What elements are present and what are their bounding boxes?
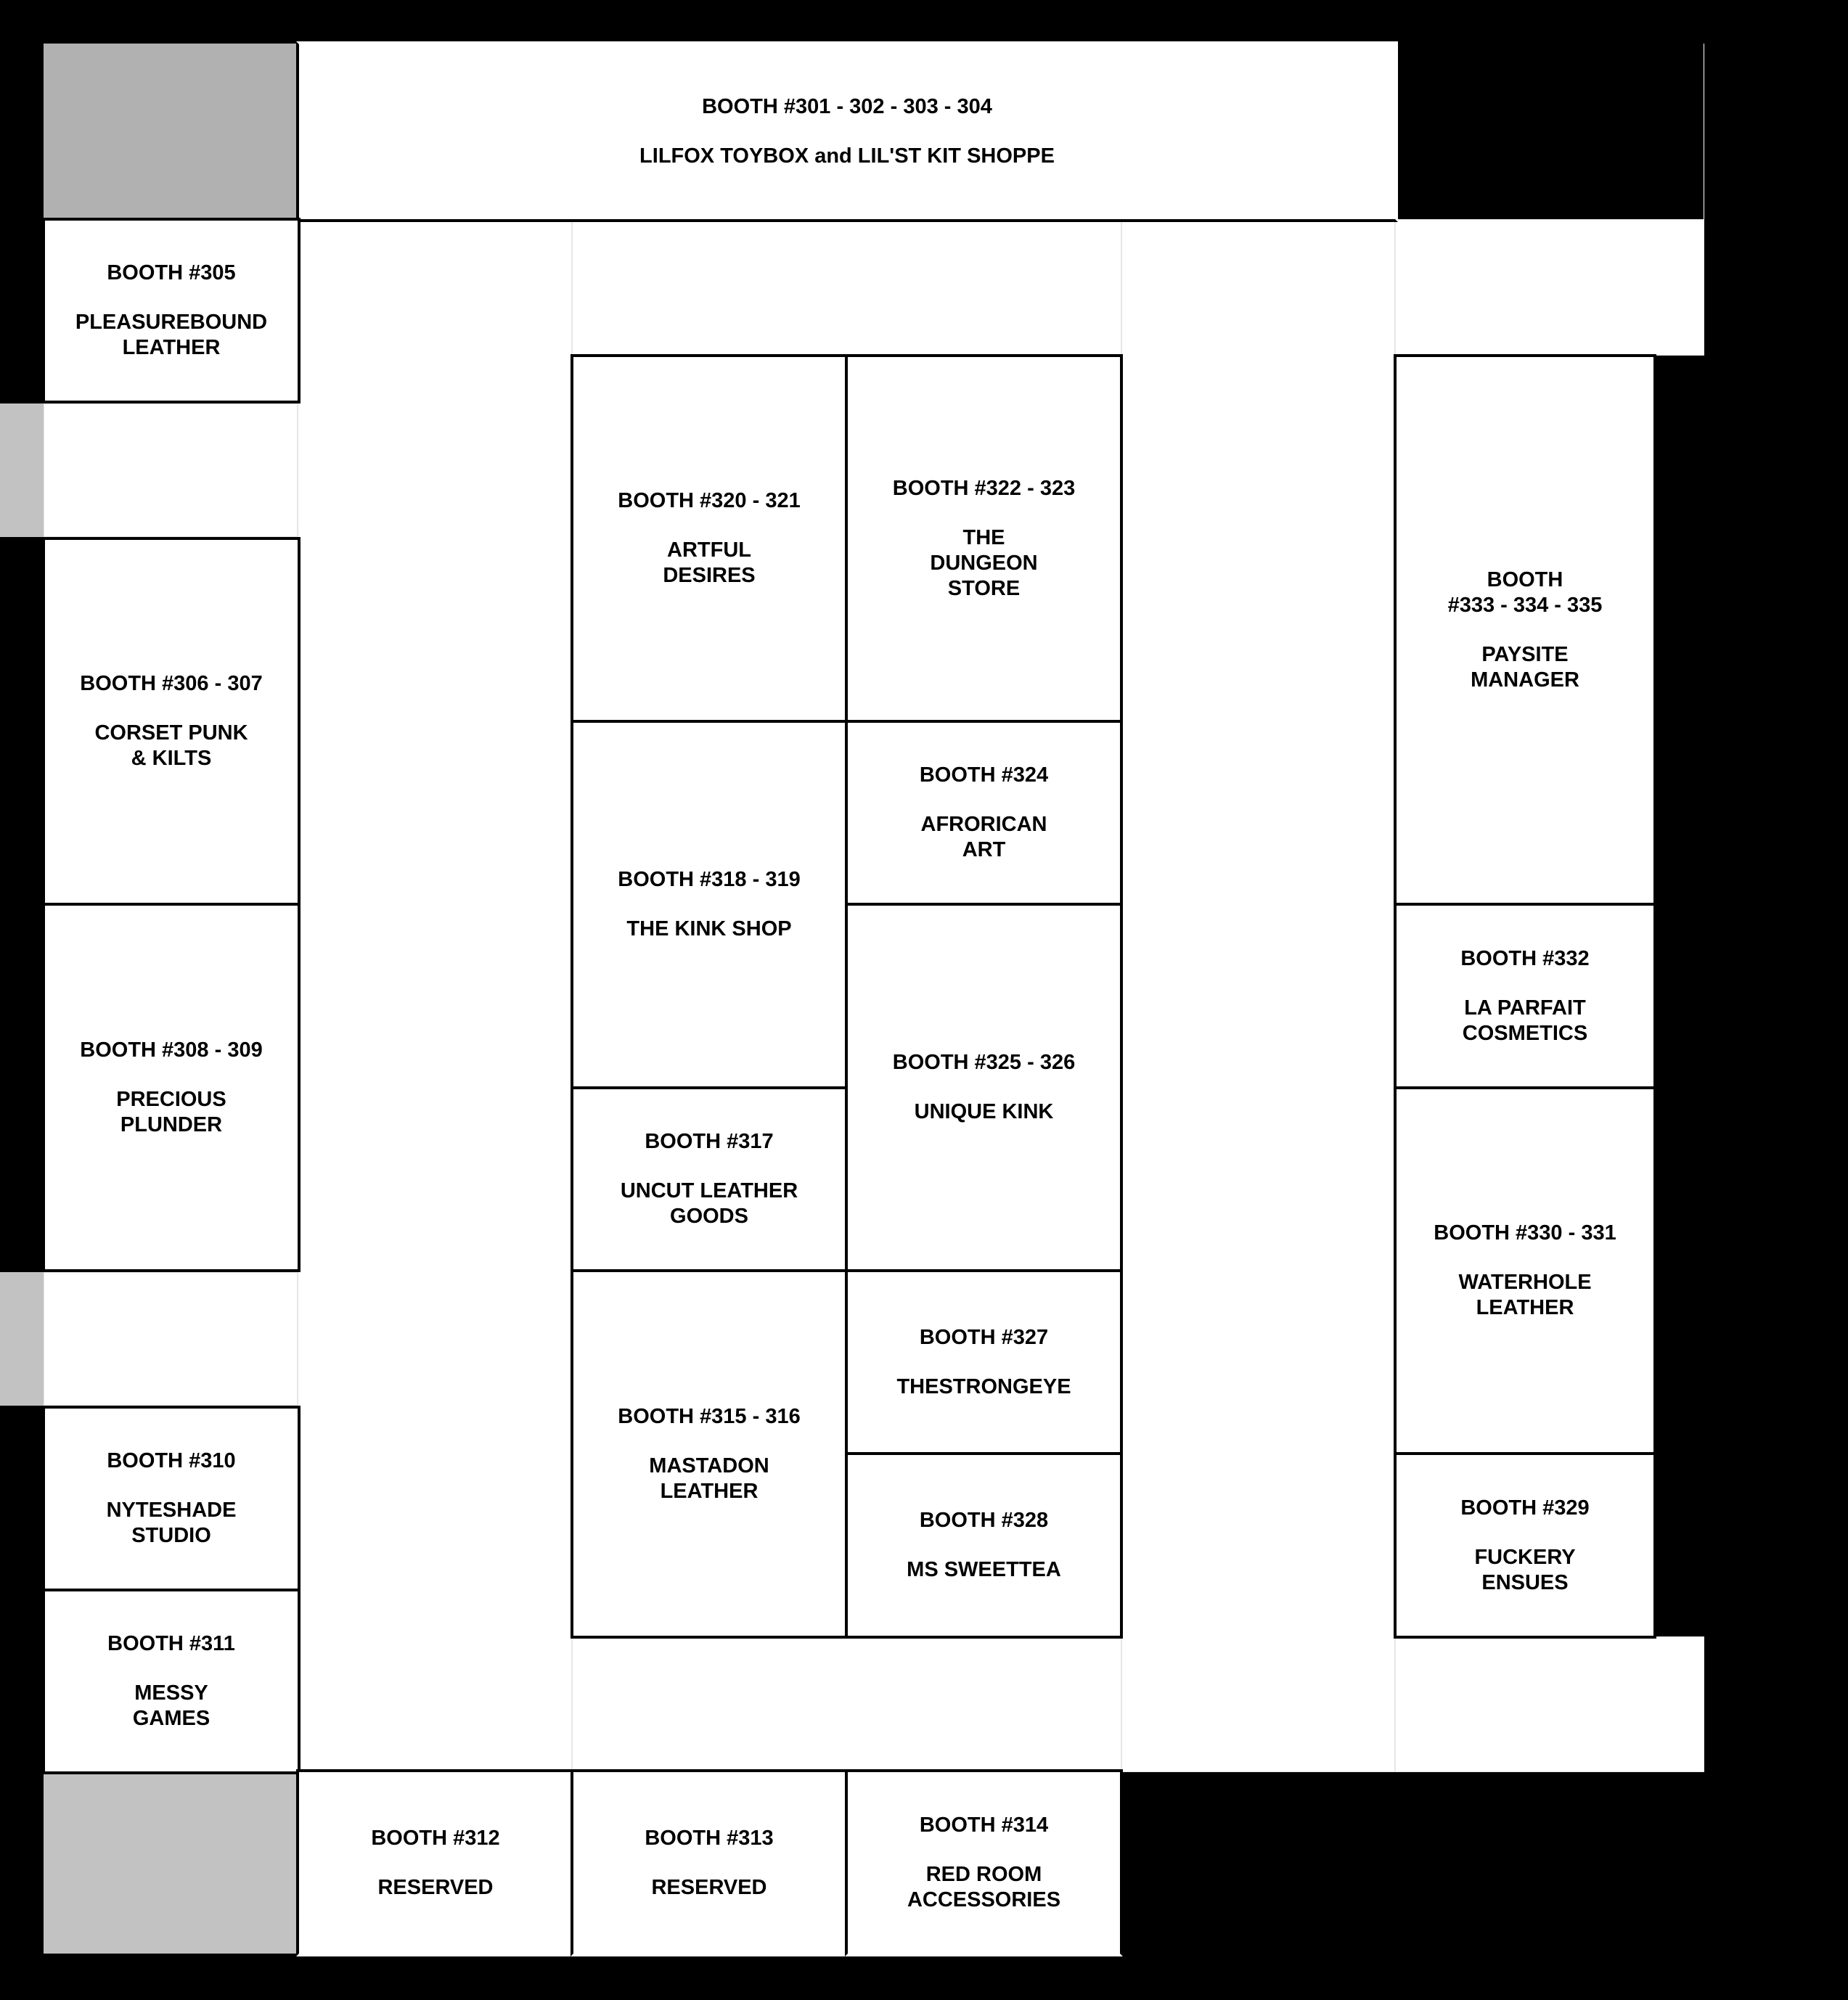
booth-329[interactable] bbox=[1394, 1452, 1656, 1639]
booth-327[interactable] bbox=[845, 1269, 1123, 1455]
booth-number: BOOTH #327 bbox=[919, 1325, 1049, 1349]
wall-top-right bbox=[1395, 0, 1704, 219]
vendor-name: LA PARFAIT COSMETICS bbox=[1462, 996, 1588, 1045]
booth-301-304[interactable] bbox=[296, 41, 1398, 222]
booth-311[interactable] bbox=[42, 1589, 300, 1774]
booth-number: BOOTH #310 bbox=[107, 1449, 236, 1472]
vendor-name: MS SWEETTEA bbox=[907, 1558, 1061, 1581]
room-title: ST PETERSBURG BALLROOM bbox=[1735, 530, 1805, 1470]
booth-number: BOOTH #329 bbox=[1460, 1496, 1590, 1520]
booth-322-323[interactable] bbox=[845, 354, 1123, 723]
aisle-right-top bbox=[1395, 219, 1704, 356]
booth-313[interactable] bbox=[571, 1769, 848, 1956]
booth-317[interactable] bbox=[571, 1086, 848, 1272]
booth-number: BOOTH #330 - 331 bbox=[1434, 1221, 1616, 1245]
booth-310[interactable] bbox=[42, 1406, 300, 1591]
vendor-name: UNIQUE KINK bbox=[914, 1100, 1054, 1123]
booth-314[interactable] bbox=[845, 1769, 1123, 1956]
booth-306-307[interactable] bbox=[42, 537, 300, 906]
booth-number: BOOTH #324 bbox=[919, 763, 1049, 787]
vendor-name: THE KINK SHOP bbox=[626, 917, 792, 940]
vendor-name: FUCKERY ENSUES bbox=[1474, 1545, 1576, 1594]
booth-318-319[interactable] bbox=[571, 720, 848, 1089]
vendor-name: PLEASUREBOUND LEATHER bbox=[75, 311, 268, 359]
vendor-name: THESTRONGEYE bbox=[896, 1374, 1071, 1398]
booth-number: BOOTH #314 bbox=[919, 1813, 1049, 1837]
wall-gap-lower-left bbox=[0, 1272, 44, 1406]
aisle-right-bottom bbox=[1395, 1636, 1704, 1772]
vendor-name: AFRORICAN ART bbox=[920, 813, 1047, 861]
booth-315-316[interactable] bbox=[571, 1269, 848, 1639]
booth-number: BOOTH #325 - 326 bbox=[892, 1051, 1076, 1074]
wall-left bbox=[0, 0, 44, 2000]
booth-number: BOOTH #332 bbox=[1460, 946, 1590, 970]
booth-number: BOOTH #313 bbox=[645, 1826, 774, 1850]
booth-number: BOOTH #312 bbox=[371, 1826, 500, 1850]
vendor-name: RESERVED bbox=[377, 1875, 494, 1899]
vendor-name: LILFOX TOYBOX and LIL'ST KIT SHOPPE bbox=[639, 144, 1055, 168]
booth-325-326[interactable] bbox=[845, 903, 1123, 1272]
booth-number: BOOTH #315 - 316 bbox=[618, 1404, 801, 1428]
booth-328[interactable] bbox=[845, 1452, 1123, 1639]
vendor-name: MASTADON LEATHER bbox=[649, 1454, 769, 1503]
booth-number: BOOTH #301 - 302 - 303 - 304 bbox=[702, 95, 992, 118]
aisle-right bbox=[1121, 219, 1395, 1772]
booth-number: BOOTH #317 bbox=[645, 1130, 774, 1153]
corner-space-bottom-left bbox=[44, 1772, 298, 1954]
aisle-left-gap-upper bbox=[44, 403, 298, 537]
booth-324[interactable] bbox=[845, 720, 1123, 906]
vendor-name: ARTFUL DESIRES bbox=[663, 538, 756, 587]
booth-number: BOOTH #306 - 307 bbox=[80, 672, 263, 695]
vendor-name: CORSET PUNK & KILTS bbox=[94, 721, 248, 770]
wall-bottom bbox=[0, 1954, 1848, 2000]
vendor-name: THE DUNGEON STORE bbox=[930, 525, 1038, 600]
vendor-name: UNCUT LEATHER GOODS bbox=[620, 1179, 798, 1228]
booth-number: BOOTH #305 bbox=[107, 261, 236, 284]
booth-305[interactable] bbox=[42, 218, 300, 403]
aisle-left bbox=[298, 219, 572, 1772]
aisle-center-top bbox=[572, 219, 1121, 356]
booth-number: BOOTH #320 - 321 bbox=[618, 489, 801, 512]
corner-space-top-left bbox=[44, 44, 298, 219]
booth-320-321[interactable] bbox=[571, 354, 848, 723]
booth-333-335[interactable] bbox=[1394, 354, 1656, 906]
aisle-left-gap-lower bbox=[44, 1272, 298, 1406]
booth-308-309[interactable] bbox=[42, 903, 300, 1272]
vendor-name: MESSY GAMES bbox=[132, 1681, 210, 1730]
wall-right-strip bbox=[1653, 356, 1704, 1636]
booth-number: BOOTH #308 - 309 bbox=[80, 1038, 263, 1062]
vendor-name: NYTESHADE STUDIO bbox=[106, 1499, 237, 1547]
booth-330-331[interactable] bbox=[1394, 1086, 1656, 1455]
wall-gap-upper-left bbox=[0, 403, 44, 537]
booth-number: BOOTH #318 - 319 bbox=[618, 868, 801, 891]
aisle-center-bottom bbox=[572, 1636, 1121, 1772]
vendor-name: RED ROOM ACCESSORIES bbox=[907, 1863, 1061, 1911]
vendor-name: WATERHOLE LEATHER bbox=[1458, 1271, 1592, 1319]
wall-bottom-right bbox=[1121, 1772, 1704, 1954]
booth-number: BOOTH #322 - 323 bbox=[892, 476, 1076, 500]
booth-number: BOOTH #328 bbox=[919, 1509, 1049, 1532]
booth-number: BOOTH #333 - 334 - 335 bbox=[1447, 567, 1603, 617]
booth-312[interactable] bbox=[296, 1769, 575, 1956]
vendor-name: PAYSITE MANAGER bbox=[1471, 642, 1579, 692]
booth-332[interactable] bbox=[1394, 903, 1656, 1089]
booth-number: BOOTH #311 bbox=[107, 1632, 235, 1655]
vendor-name: RESERVED bbox=[651, 1875, 767, 1899]
vendor-name: PRECIOUS PLUNDER bbox=[116, 1087, 226, 1136]
